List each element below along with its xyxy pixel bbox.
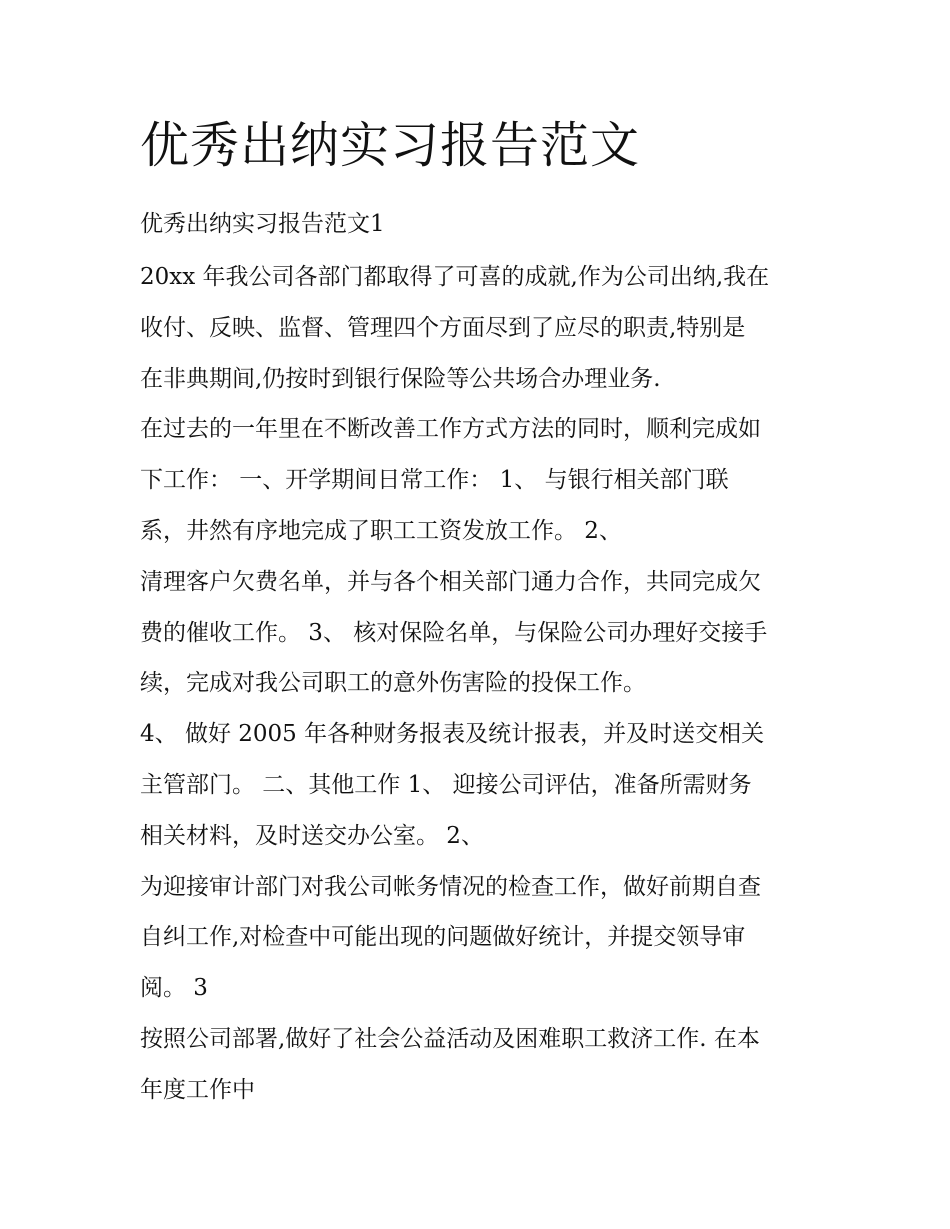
body-line: 收付、反映、监督、管理四个方面尽到了应尽的职责,特别是: [140, 314, 746, 341]
body-line: 自纠工作,对检查中可能出现的问题做好统计，并提交领导审: [140, 924, 746, 951]
body-line: 清理客户欠费名单，并与各个相关部门通力合作，共同完成欠: [140, 568, 761, 595]
document-subtitle: 优秀出纳实习报告范文1: [140, 211, 385, 237]
body-line: 续，完成对我公司职工的意外伤害险的投保工作。: [140, 670, 646, 697]
body-line: 费的催收工作。 3、 核对保险名单，与保险公司办理好交接手: [140, 619, 768, 646]
body-line: 在非典期间,仍按时到银行保险等公共场合办理业务.: [140, 365, 661, 392]
body-line: 阅。 3: [140, 975, 208, 1002]
body-line: 为迎接审计部门对我公司帐务情况的检查工作，做好前期自查: [140, 873, 761, 900]
body-line: 年度工作中: [140, 1076, 255, 1103]
body-line: 相关材料，及时送交办公室。 2、: [140, 822, 484, 849]
body-line: 在过去的一年里在不断改善工作方式方法的同时，顺利完成如: [140, 416, 761, 443]
body-line: 系，井然有序地完成了职工工资发放工作。 2、: [140, 517, 622, 544]
body-line: 按照公司部署,做好了社会公益活动及困难职工救济工作. 在本: [140, 1025, 760, 1052]
body-line: 4、 做好 2005 年各种财务报表及统计报表，并及时送交相关: [140, 721, 765, 748]
body-line: 下工作： 一、开学期间日常工作： 1、 与银行相关部门联: [140, 467, 729, 494]
body-line: 主管部门。 二、其他工作 1、 迎接公司评估，准备所需财务: [140, 771, 752, 798]
body-line: 20xx 年我公司各部门都取得了可喜的成就,作为公司出纳,我在: [140, 264, 770, 290]
document-body: [140, 252, 840, 1116]
document-title: 优秀出纳实习报告范文: [140, 117, 641, 174]
